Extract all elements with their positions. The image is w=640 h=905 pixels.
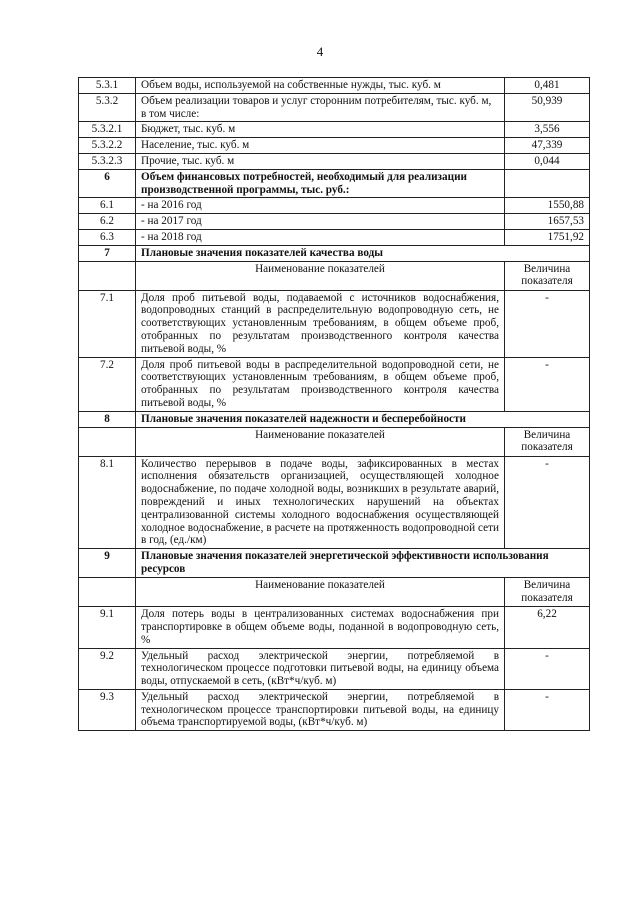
table-row — [79, 229, 590, 245]
empty-cell — [79, 261, 136, 290]
row-text: Количество перерывов в подаче воды, зафиксированных в местах исполнения обязательств организацией, осуществляющей холодное водоснабжение, по подаче холодной воды, возникших в результате аварий, повреждений и иных технологических нарушений на объектах централизованной системы холодного водоснабжения осуществляющей холодное водоснабжение, в расчете на протяженность водопроводной сети в год, (ед./км) — [136, 456, 505, 549]
table-row — [79, 198, 590, 214]
row-number: 9.2 — [79, 648, 136, 689]
row-text: - на 2018 год — [136, 229, 505, 245]
row-text: Доля потерь воды в централизованных системах водоснабжения при транспортировке в общем объеме воды, поданной в водопроводную сеть, % — [136, 607, 505, 648]
section-header-row — [79, 549, 590, 578]
table-row — [79, 78, 590, 94]
row-value: - — [505, 456, 590, 549]
table-row — [79, 153, 590, 169]
row-number: 5.3.1 — [79, 78, 136, 94]
row-text: Объем воды, используемой на собственные нужды, тыс. куб. м — [136, 78, 505, 94]
indicators-table — [78, 77, 590, 731]
row-value: - — [505, 290, 590, 357]
empty-cell — [79, 578, 136, 607]
row-number: 8.1 — [79, 456, 136, 549]
row-value: 1550,88 — [505, 198, 590, 214]
row-value: 0,481 — [505, 78, 590, 94]
section-header-row — [79, 245, 590, 261]
column-header-row — [79, 578, 590, 607]
row-value: 50,939 — [505, 93, 590, 122]
row-text: Бюджет, тыс. куб. м — [136, 122, 505, 138]
column-header-value: Величина показателя — [505, 578, 590, 607]
column-header-name: Наименование показателей — [136, 261, 505, 290]
column-header-row — [79, 427, 590, 456]
row-text: Прочие, тыс. куб. м — [136, 153, 505, 169]
row-number: 7.2 — [79, 357, 136, 411]
empty-cell — [505, 169, 590, 198]
section-title: Плановые значения показателей надежности и бесперебойности — [136, 411, 590, 427]
table-row — [79, 689, 590, 730]
row-text: - на 2017 год — [136, 214, 505, 230]
section-title: Плановые значения показателей энергетической эффективности использования ресурсов — [136, 549, 590, 578]
table-row — [79, 456, 590, 549]
row-value: - — [505, 648, 590, 689]
row-number: 5.3.2 — [79, 93, 136, 122]
table-row — [79, 357, 590, 411]
row-number: 9.1 — [79, 607, 136, 648]
row-number: 9.3 — [79, 689, 136, 730]
row-value: 6,22 — [505, 607, 590, 648]
column-header-name: Наименование показателей — [136, 427, 505, 456]
column-header-row — [79, 261, 590, 290]
table-row — [79, 93, 590, 122]
row-number: 5.3.2.3 — [79, 153, 136, 169]
table-row — [79, 607, 590, 648]
row-text: Доля проб питьевой воды в распределительной водопроводной сети, не соответствующих установленным требованиям, в общем объеме проб, отобранных по результатам производственного контроля качества питьевой воды, % — [136, 357, 505, 411]
section-number: 8 — [79, 411, 136, 427]
empty-cell — [79, 427, 136, 456]
row-text: Доля проб питьевой воды, подаваемой с источников водоснабжения, водопроводных станций в распределительную водопроводную сеть, не соответствующих установленным требованиям, в общем объеме проб, отобранных по результатам производственного контроля качества питьевой воды, % — [136, 290, 505, 357]
row-value: 3,556 — [505, 122, 590, 138]
row-value: 0,044 — [505, 153, 590, 169]
table-row — [79, 290, 590, 357]
row-value: 1657,53 — [505, 214, 590, 230]
column-header-value: Величина показателя — [505, 427, 590, 456]
row-text: - на 2016 год — [136, 198, 505, 214]
row-text: Удельный расход электрической энергии, потребляемой в технологическом процессе транспортировки питьевой воды, на единицу объема транспортируемой воды, (кВт*ч/куб. м) — [136, 689, 505, 730]
row-value: - — [505, 357, 590, 411]
table-row — [79, 122, 590, 138]
section-title: Плановые значения показателей качества воды — [136, 245, 590, 261]
row-number: 6.2 — [79, 214, 136, 230]
row-text: Объем реализации товаров и услуг сторонним потребителям, тыс. куб. м, в том числе: — [136, 93, 505, 122]
row-number: 5.3.2.2 — [79, 138, 136, 154]
section-number: 6 — [79, 169, 136, 198]
table-row — [79, 214, 590, 230]
table-row — [79, 648, 590, 689]
row-number: 5.3.2.1 — [79, 122, 136, 138]
row-number: 6.3 — [79, 229, 136, 245]
column-header-name: Наименование показателей — [136, 578, 505, 607]
section-header-row — [79, 169, 590, 198]
section-number: 9 — [79, 549, 136, 578]
row-number: 6.1 — [79, 198, 136, 214]
row-number: 7.1 — [79, 290, 136, 357]
row-text: Население, тыс. куб. м — [136, 138, 505, 154]
table-row — [79, 138, 590, 154]
row-value: 47,339 — [505, 138, 590, 154]
column-header-value: Величина показателя — [505, 261, 590, 290]
section-header-row — [79, 411, 590, 427]
row-value: - — [505, 689, 590, 730]
section-title: Объем финансовых потребностей, необходимый для реализации производственной программы, тыс. руб.: — [136, 169, 505, 198]
section-number: 7 — [79, 245, 136, 261]
row-text: Удельный расход электрической энергии, потребляемой в технологическом процессе подготовки питьевой воды, на единицу объема воды, отпускаемой в сеть, (кВт*ч/куб. м) — [136, 648, 505, 689]
row-value: 1751,92 — [505, 229, 590, 245]
page-number: 4 — [316, 44, 324, 59]
